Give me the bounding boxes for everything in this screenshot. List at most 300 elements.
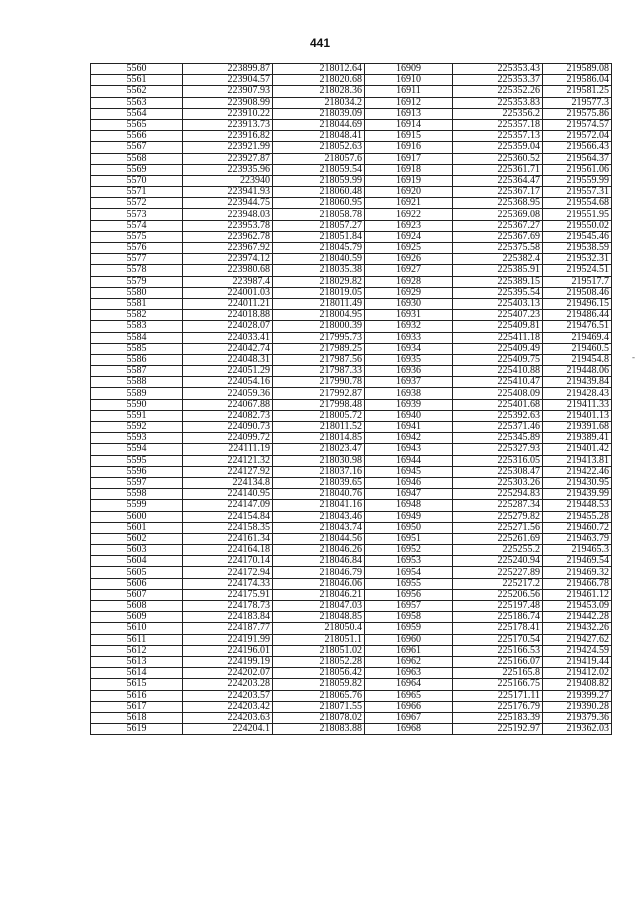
table-cell: 219466.78	[543, 578, 612, 589]
table-cell: 218045.79	[273, 243, 365, 254]
table-cell: 225217.2	[453, 578, 543, 589]
table-cell: 219460.5	[543, 343, 612, 354]
table-cell: 218059.54	[273, 164, 365, 175]
table-row	[91, 220, 612, 231]
table-cell: 219448.53	[543, 500, 612, 511]
table-cell: 219442.28	[543, 612, 612, 623]
table-cell: 16915	[365, 131, 453, 142]
table-cell: 5565	[91, 119, 183, 130]
table-cell: 218052.28	[273, 656, 365, 667]
table-cell: 223910.22	[183, 108, 273, 119]
table-cell: 16948	[365, 500, 453, 511]
table-cell: 223904.57	[183, 75, 273, 86]
table-cell: 218046.84	[273, 556, 365, 567]
table-cell: 218037.16	[273, 466, 365, 477]
table-cell: 219389.41	[543, 433, 612, 444]
table-cell: 224178.73	[183, 601, 273, 612]
table-cell: 223948.03	[183, 209, 273, 220]
table-cell: 223908.99	[183, 97, 273, 108]
table-cell: 225255.2	[453, 545, 543, 556]
table-row	[91, 187, 612, 198]
table-cell: 16927	[365, 265, 453, 276]
table-cell: 225345.89	[453, 433, 543, 444]
table-cell: 224048.31	[183, 354, 273, 365]
table-cell: 219424.59	[543, 645, 612, 656]
table-cell: 219455.28	[543, 511, 612, 522]
table-cell: 5606	[91, 578, 183, 589]
table-cell: 225303.26	[453, 477, 543, 488]
table-cell: 218005.72	[273, 410, 365, 421]
table-row	[91, 343, 612, 354]
table-cell: 218083.88	[273, 724, 365, 735]
table-row	[91, 231, 612, 242]
table-row	[91, 142, 612, 153]
table-cell: 5590	[91, 399, 183, 410]
table-cell: 219469.32	[543, 567, 612, 578]
table-cell: 225178.41	[453, 623, 543, 634]
table-cell: 219517.7	[543, 276, 612, 287]
table-cell: 16965	[365, 690, 453, 701]
table-cell: 224154.84	[183, 511, 273, 522]
table-cell: 225409.75	[453, 354, 543, 365]
table-cell: 224161.34	[183, 533, 273, 544]
table-cell: 16966	[365, 701, 453, 712]
table-cell: 225368.95	[453, 198, 543, 209]
table-cell: 225411.18	[453, 332, 543, 343]
table-row	[91, 500, 612, 511]
table-cell: 225410.88	[453, 366, 543, 377]
table-cell: 5598	[91, 489, 183, 500]
table-cell: 219532.31	[543, 254, 612, 265]
table-row	[91, 589, 612, 600]
table-row	[91, 656, 612, 667]
table-cell: 16924	[365, 231, 453, 242]
table-cell: 219581.25	[543, 86, 612, 97]
table-cell: 5597	[91, 477, 183, 488]
table-row	[91, 668, 612, 679]
table-cell: 16941	[365, 422, 453, 433]
table-cell: 218046.26	[273, 545, 365, 556]
table-row	[91, 410, 612, 421]
table-row	[91, 119, 612, 130]
coordinates-table	[90, 63, 612, 735]
table-cell: 218023.47	[273, 444, 365, 455]
table-cell: 225357.18	[453, 119, 543, 130]
table-cell: 218057.27	[273, 220, 365, 231]
table-cell: 218052.63	[273, 142, 365, 153]
table-cell: 225367.17	[453, 187, 543, 198]
table-cell: 218047.03	[273, 601, 365, 612]
table-cell: 16922	[365, 209, 453, 220]
table-cell: 219399.27	[543, 690, 612, 701]
table-cell: 219557.31	[543, 187, 612, 198]
table-cell: 16958	[365, 612, 453, 623]
table-cell: 224011.21	[183, 298, 273, 309]
table-cell: 225385.91	[453, 265, 543, 276]
table-cell: 223980.68	[183, 265, 273, 276]
table-cell: 16942	[365, 433, 453, 444]
table-row	[91, 366, 612, 377]
table-cell: 218051.1	[273, 634, 365, 645]
table-cell: 16944	[365, 455, 453, 466]
table-cell: 5605	[91, 567, 183, 578]
table-cell: 5575	[91, 231, 183, 242]
table-cell: 225183.39	[453, 712, 543, 723]
table-cell: 218043.74	[273, 522, 365, 533]
table-cell: 5600	[91, 511, 183, 522]
table-cell: 5604	[91, 556, 183, 567]
table-cell: 223907.93	[183, 86, 273, 97]
table-cell: 16939	[365, 399, 453, 410]
table-cell: 5610	[91, 623, 183, 634]
table-row	[91, 287, 612, 298]
table-cell: 218040.59	[273, 254, 365, 265]
table-cell: 5568	[91, 153, 183, 164]
table-cell: 16952	[365, 545, 453, 556]
table-cell: 16917	[365, 153, 453, 164]
table-cell: 223953.78	[183, 220, 273, 231]
table-cell: 219439.84	[543, 377, 612, 388]
table-cell: 218046.21	[273, 589, 365, 600]
table-cell: 16940	[365, 410, 453, 421]
table-cell: 219463.79	[543, 533, 612, 544]
table-cell: 224051.29	[183, 366, 273, 377]
table-cell: 225409.49	[453, 343, 543, 354]
table-cell: 5579	[91, 276, 183, 287]
table-cell: 5608	[91, 601, 183, 612]
table-cell: 225240.94	[453, 556, 543, 567]
table-cell: 223962.78	[183, 231, 273, 242]
table-cell: 16911	[365, 86, 453, 97]
table-cell: 217992.87	[273, 388, 365, 399]
table-row	[91, 466, 612, 477]
table-cell: 218019.05	[273, 287, 365, 298]
table-cell: 223927.87	[183, 153, 273, 164]
table-cell: 16921	[365, 198, 453, 209]
table-cell: 225360.52	[453, 153, 543, 164]
table-cell: 5614	[91, 668, 183, 679]
table-cell: 16953	[365, 556, 453, 567]
table-cell: 224090.73	[183, 422, 273, 433]
table-cell: 219453.09	[543, 601, 612, 612]
table-cell: 16951	[365, 533, 453, 544]
table-cell: 224203.57	[183, 690, 273, 701]
table-cell: 16954	[365, 567, 453, 578]
table-cell: 225186.74	[453, 612, 543, 623]
table-cell: 16962	[365, 656, 453, 667]
table-row	[91, 332, 612, 343]
table-cell: 5617	[91, 701, 183, 712]
table-cell: 218056.42	[273, 668, 365, 679]
table-cell: 5599	[91, 500, 183, 511]
table-cell: 16967	[365, 712, 453, 723]
table-cell: 219524.51	[543, 265, 612, 276]
table-row	[91, 489, 612, 500]
table-cell: 5592	[91, 422, 183, 433]
table-cell: 219412.02	[543, 668, 612, 679]
table-cell: 225176.79	[453, 701, 543, 712]
table-cell: 225382.4	[453, 254, 543, 265]
table-cell: 16950	[365, 522, 453, 533]
table-cell: 225166.53	[453, 645, 543, 656]
table-cell: 219538.59	[543, 243, 612, 254]
table-cell: 224001.03	[183, 287, 273, 298]
table-cell: 224203.42	[183, 701, 273, 712]
table-row	[91, 153, 612, 164]
table-cell: 217987.56	[273, 354, 365, 365]
table-row	[91, 422, 612, 433]
table-row	[91, 399, 612, 410]
table-cell: 5609	[91, 612, 183, 623]
table-cell: 219411.33	[543, 399, 612, 410]
table-row	[91, 612, 612, 623]
table-row	[91, 567, 612, 578]
table-cell: 225401.68	[453, 399, 543, 410]
table-cell: 219428.43	[543, 388, 612, 399]
table-cell: 218046.79	[273, 567, 365, 578]
table-cell: 225261.69	[453, 533, 543, 544]
table-cell: 219566.43	[543, 142, 612, 153]
table-cell: 218039.09	[273, 108, 365, 119]
table-cell: 5596	[91, 466, 183, 477]
table-cell: 5602	[91, 533, 183, 544]
table-row	[91, 321, 612, 332]
table-cell: 16937	[365, 377, 453, 388]
table-cell: 224147.09	[183, 500, 273, 511]
table-cell: 16959	[365, 623, 453, 634]
table-cell: 225367.27	[453, 220, 543, 231]
table-cell: 219572.04	[543, 131, 612, 142]
table-cell: 218078.02	[273, 712, 365, 723]
table-row	[91, 276, 612, 287]
table-cell: 5593	[91, 433, 183, 444]
table-cell: 219448.06	[543, 366, 612, 377]
table-cell: 5564	[91, 108, 183, 119]
table-row	[91, 164, 612, 175]
table-cell: 225206.56	[453, 589, 543, 600]
table-row	[91, 377, 612, 388]
table-cell: 218044.56	[273, 533, 365, 544]
table-cell: 5560	[91, 64, 183, 75]
table-cell: 225356.2	[453, 108, 543, 119]
table-cell: 218000.39	[273, 321, 365, 332]
table-cell: 219465.3	[543, 545, 612, 556]
table-cell: 224127.92	[183, 466, 273, 477]
table-cell: 5572	[91, 198, 183, 209]
table-cell: 219439.99	[543, 489, 612, 500]
table-cell: 218048.41	[273, 131, 365, 142]
table-body	[91, 64, 612, 735]
table-cell: 224170.14	[183, 556, 273, 567]
table-cell: 16909	[365, 64, 453, 75]
table-cell: 225287.34	[453, 500, 543, 511]
table-cell: 16961	[365, 645, 453, 656]
table-row	[91, 679, 612, 690]
table-row	[91, 724, 612, 735]
table-cell: 224121.32	[183, 455, 273, 466]
table-cell: 217990.78	[273, 377, 365, 388]
table-cell: 225197.48	[453, 601, 543, 612]
table-row	[91, 556, 612, 567]
table-cell: 218028.36	[273, 86, 365, 97]
table-cell: 219427.62	[543, 634, 612, 645]
table-cell: 219413.81	[543, 455, 612, 466]
table-cell: 218050.4	[273, 623, 365, 634]
table-cell: 218040.76	[273, 489, 365, 500]
table-cell: 223935.96	[183, 164, 273, 175]
table-cell: 5566	[91, 131, 183, 142]
table-cell: 16919	[365, 175, 453, 186]
table-cell: 5580	[91, 287, 183, 298]
table-cell: 16934	[365, 343, 453, 354]
table-cell: 224018.88	[183, 310, 273, 321]
table-row	[91, 354, 612, 365]
table-cell: 219419.44	[543, 656, 612, 667]
table-cell: 225327.93	[453, 444, 543, 455]
table-cell: 5585	[91, 343, 183, 354]
table-cell: 16916	[365, 142, 453, 153]
table-cell: 219422.46	[543, 466, 612, 477]
table-cell: 5588	[91, 377, 183, 388]
table-cell: 225392.63	[453, 410, 543, 421]
table-row	[91, 701, 612, 712]
table-cell: 5603	[91, 545, 183, 556]
table-cell: 218059.82	[273, 679, 365, 690]
table-cell: 225171.11	[453, 690, 543, 701]
table-cell: 224203.28	[183, 679, 273, 690]
table-cell: 224042.74	[183, 343, 273, 354]
table-row	[91, 578, 612, 589]
table-cell: 219575.86	[543, 108, 612, 119]
table-row	[91, 477, 612, 488]
table-cell: 223940	[183, 175, 273, 186]
table-row	[91, 388, 612, 399]
table-cell: 219476.51	[543, 321, 612, 332]
table-cell: 223916.82	[183, 131, 273, 142]
table-cell: 16936	[365, 366, 453, 377]
table-cell: 5576	[91, 243, 183, 254]
table-cell: 224204.1	[183, 724, 273, 735]
table-cell: 219550.02	[543, 220, 612, 231]
table-cell: 224196.01	[183, 645, 273, 656]
table-cell: 16938	[365, 388, 453, 399]
table-cell: 225227.89	[453, 567, 543, 578]
table-cell: 5594	[91, 444, 183, 455]
table-cell: 16957	[365, 601, 453, 612]
page-number: 441	[309, 36, 331, 50]
table-cell: 5573	[91, 209, 183, 220]
table-cell: 225364.47	[453, 175, 543, 186]
table-cell: 224172.94	[183, 567, 273, 578]
table-cell: 219454.8	[543, 354, 612, 365]
table-cell: 5589	[91, 388, 183, 399]
table-cell: 225271.56	[453, 522, 543, 533]
table-cell: 225409.81	[453, 321, 543, 332]
table-cell: 218012.64	[273, 64, 365, 75]
table-cell: 5591	[91, 410, 183, 421]
table-cell: 224202.07	[183, 668, 273, 679]
table-cell: 223941.93	[183, 187, 273, 198]
table-cell: 16910	[365, 75, 453, 86]
table-cell: 219589.08	[543, 64, 612, 75]
table-cell: 224175.91	[183, 589, 273, 600]
table-cell: 16935	[365, 354, 453, 365]
table-cell: 223974.12	[183, 254, 273, 265]
table-cell: 224199.19	[183, 656, 273, 667]
table-cell: 224099.72	[183, 433, 273, 444]
table-cell: 5586	[91, 354, 183, 365]
table-row	[91, 601, 612, 612]
table-cell: 218011.49	[273, 298, 365, 309]
table-cell: 16947	[365, 489, 453, 500]
table-cell: 5607	[91, 589, 183, 600]
table-cell: 16913	[365, 108, 453, 119]
table-cell: 224183.84	[183, 612, 273, 623]
table-row	[91, 433, 612, 444]
table-cell: 5569	[91, 164, 183, 175]
table-cell: 16925	[365, 243, 453, 254]
table-cell: 219545.46	[543, 231, 612, 242]
table-row	[91, 75, 612, 86]
table-cell: 218046.06	[273, 578, 365, 589]
table-cell: 225166.75	[453, 679, 543, 690]
table-cell: 218035.38	[273, 265, 365, 276]
table-cell: 218071.55	[273, 701, 365, 712]
table-cell: 225294.83	[453, 489, 543, 500]
table-cell: 16929	[365, 287, 453, 298]
table-cell: 219469.54	[543, 556, 612, 567]
table-cell: 223967.92	[183, 243, 273, 254]
table-cell: 16949	[365, 511, 453, 522]
table-cell: 219379.36	[543, 712, 612, 723]
table-cell: 218059.99	[273, 175, 365, 186]
table-cell: 224067.88	[183, 399, 273, 410]
table-cell: 5583	[91, 321, 183, 332]
table-cell: 217987.33	[273, 366, 365, 377]
table-cell: 225170.54	[453, 634, 543, 645]
table-cell: 219561.06	[543, 164, 612, 175]
table-cell: 5613	[91, 656, 183, 667]
table-cell: 225165.8	[453, 668, 543, 679]
table-row	[91, 545, 612, 556]
table-cell: 16930	[365, 298, 453, 309]
table-cell: 16912	[365, 97, 453, 108]
table-cell: 219469.4	[543, 332, 612, 343]
table-cell: 16968	[365, 724, 453, 735]
table-cell: 16960	[365, 634, 453, 645]
table-cell: 5578	[91, 265, 183, 276]
table-cell: 5611	[91, 634, 183, 645]
table-cell: 16932	[365, 321, 453, 332]
table-cell: 219577.3	[543, 97, 612, 108]
table-cell: 225369.08	[453, 209, 543, 220]
table-row	[91, 97, 612, 108]
table-cell: 225353.43	[453, 64, 543, 75]
table-cell: 5563	[91, 97, 183, 108]
table-cell: 16920	[365, 187, 453, 198]
table-cell: 16926	[365, 254, 453, 265]
table-cell: 225361.71	[453, 164, 543, 175]
table-row	[91, 455, 612, 466]
table-cell: 5612	[91, 645, 183, 656]
table-cell: 16956	[365, 589, 453, 600]
table-cell: 225279.82	[453, 511, 543, 522]
table-cell: 225308.47	[453, 466, 543, 477]
table-cell: 225408.09	[453, 388, 543, 399]
table-row	[91, 243, 612, 254]
table-row	[91, 86, 612, 97]
table-cell: 218014.85	[273, 433, 365, 444]
